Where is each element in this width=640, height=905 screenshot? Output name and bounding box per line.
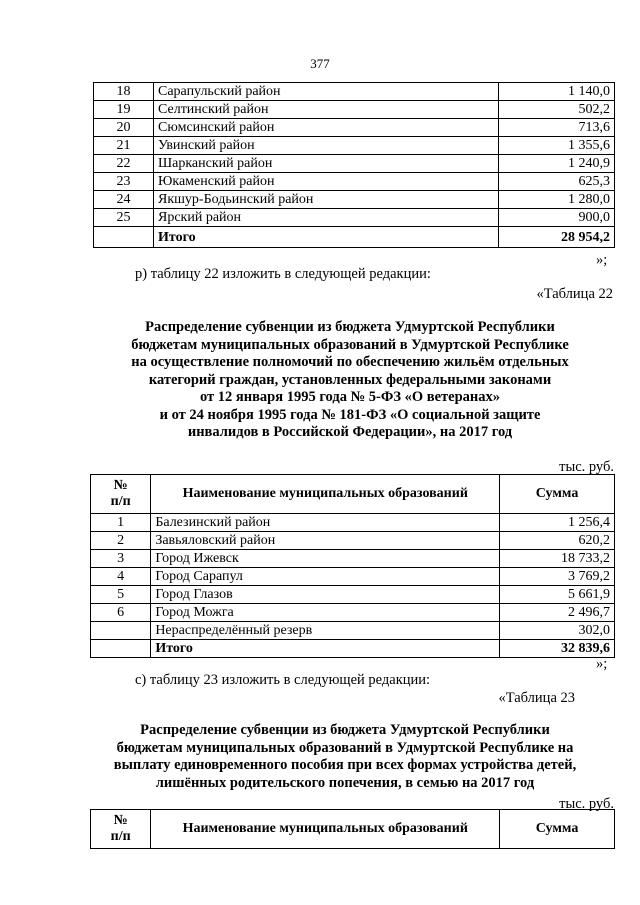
row-number: 6	[91, 604, 151, 622]
row-sum: 625,3	[499, 173, 615, 191]
table-row	[94, 83, 615, 101]
row-number: 4	[91, 568, 151, 586]
total-label: Итого	[151, 640, 500, 658]
row-name: Балезинский район	[151, 514, 500, 532]
row-number: 25	[94, 209, 154, 227]
total-sum: 28 954,2	[499, 227, 615, 248]
table-row	[91, 568, 615, 586]
heading-line: бюджетам муниципальных образований в Удмуртской Республике	[131, 336, 569, 353]
heading-line: от 12 января 1995 года № 5-ФЗ «О ветеранах»	[199, 389, 501, 405]
row-name: Город Можга	[151, 604, 500, 622]
row-number: 23	[94, 173, 154, 191]
row-number: 22	[94, 155, 154, 173]
row-sum: 1 140,0	[499, 83, 615, 101]
table-23	[90, 809, 615, 849]
heading-line: Распределение субвенции из бюджета Удмуртской Республики	[140, 722, 550, 738]
row-sum: 18 733,2	[500, 550, 615, 568]
row-sum: 3 769,2	[500, 568, 615, 586]
heading-line: инвалидов в Российской Федерации», на 2017 год	[187, 424, 513, 440]
row-name: Завьяловский район	[151, 532, 500, 550]
row-name: Город Ижевск	[151, 550, 500, 568]
table-row	[94, 119, 615, 137]
table-23-caption: «Таблица 23	[498, 690, 575, 706]
heading-line: и от 24 ноября 1995 года № 181-ФЗ «О социальной защите	[159, 406, 541, 423]
row-number: 2	[91, 532, 151, 550]
row-number: 18	[94, 83, 154, 101]
table-total-row	[94, 227, 615, 248]
row-sum: 5 661,9	[500, 586, 615, 604]
table-total-row	[91, 640, 615, 658]
row-sum: 713,6	[499, 119, 615, 137]
table-22	[90, 474, 615, 658]
total-label: Итого	[153, 227, 498, 248]
table-row	[91, 586, 615, 604]
total-sum: 32 839,6	[500, 640, 615, 658]
page-number: 377	[310, 56, 330, 71]
heading-line: выплату единовременного пособия при всех формах устройства детей,	[113, 757, 577, 773]
header-sum: Сумма	[500, 475, 615, 514]
header-number: № п/п	[91, 810, 151, 849]
row-number: 3	[91, 550, 151, 568]
row-sum: 2 496,7	[500, 604, 615, 622]
row-sum: 302,0	[500, 622, 615, 640]
heading-line: бюджетам муниципальных образований в Удмуртской Республике на	[116, 739, 574, 756]
paragraph-s: с) таблицу 23 изложить в следующей редакции:	[135, 672, 431, 688]
table-22-close-mark: »;	[596, 656, 608, 672]
heading-line: категорий граждан, установленных федеральными законами	[148, 371, 552, 388]
table-row	[94, 209, 615, 227]
row-sum: 620,2	[500, 532, 615, 550]
row-number: 24	[94, 191, 154, 209]
row-sum: 1 355,6	[499, 137, 615, 155]
row-name: Нераспределённый резерв	[151, 622, 500, 640]
row-name: Селтинский район	[153, 101, 498, 119]
row-sum: 1 240,9	[499, 155, 615, 173]
row-number	[91, 622, 151, 640]
unit-label-23: тыс. руб.	[559, 796, 614, 812]
table-row	[91, 514, 615, 532]
table-previous-continued	[93, 82, 615, 248]
row-number: 1	[91, 514, 151, 532]
row-sum: 900,0	[499, 209, 615, 227]
table-row	[94, 155, 615, 173]
table-22-caption: «Таблица 22	[536, 286, 613, 302]
row-sum: 1 280,0	[499, 191, 615, 209]
header-name: Наименование муниципальных образований	[151, 810, 500, 849]
row-name: Сюмсинский район	[153, 119, 498, 137]
row-name: Шарканский район	[153, 155, 498, 173]
header-name: Наименование муниципальных образований	[151, 475, 500, 514]
row-sum: 1 256,4	[500, 514, 615, 532]
row-number: 20	[94, 119, 154, 137]
table-row	[91, 604, 615, 622]
unit-label: тыс. руб.	[559, 459, 614, 475]
row-name: Увинский район	[153, 137, 498, 155]
heading-line: Распределение субвенции из бюджета Удмуртской Республики	[145, 319, 555, 335]
row-sum: 502,2	[499, 101, 615, 119]
row-number	[94, 227, 154, 248]
row-name: Город Сарапул	[151, 568, 500, 586]
table-close-mark: »;	[596, 252, 608, 268]
table-22-heading	[60, 319, 640, 442]
table-row	[94, 137, 615, 155]
table-row	[94, 173, 615, 191]
table-23-heading	[55, 722, 635, 792]
row-number: 5	[91, 586, 151, 604]
table-row	[94, 191, 615, 209]
header-sum: Сумма	[500, 810, 615, 849]
header-number: № п/п	[91, 475, 151, 514]
row-name: Ярский район	[153, 209, 498, 227]
row-number: 21	[94, 137, 154, 155]
row-name: Юкаменский район	[153, 173, 498, 191]
row-number: 19	[94, 101, 154, 119]
table-row	[91, 532, 615, 550]
table-row	[94, 101, 615, 119]
row-name: Город Глазов	[151, 586, 500, 604]
row-number	[91, 640, 151, 658]
table-row	[91, 622, 615, 640]
paragraph-r: р) таблицу 22 изложить в следующей редакции:	[135, 266, 431, 282]
heading-line: лишённых родительского попечения, в семью на 2017 год	[155, 774, 535, 791]
table-row	[91, 550, 615, 568]
row-name: Якшур-Бодьинский район	[153, 191, 498, 209]
row-name: Сарапульский район	[153, 83, 498, 101]
heading-line: на осуществление полномочий по обеспечению жильём отдельных	[131, 354, 569, 370]
